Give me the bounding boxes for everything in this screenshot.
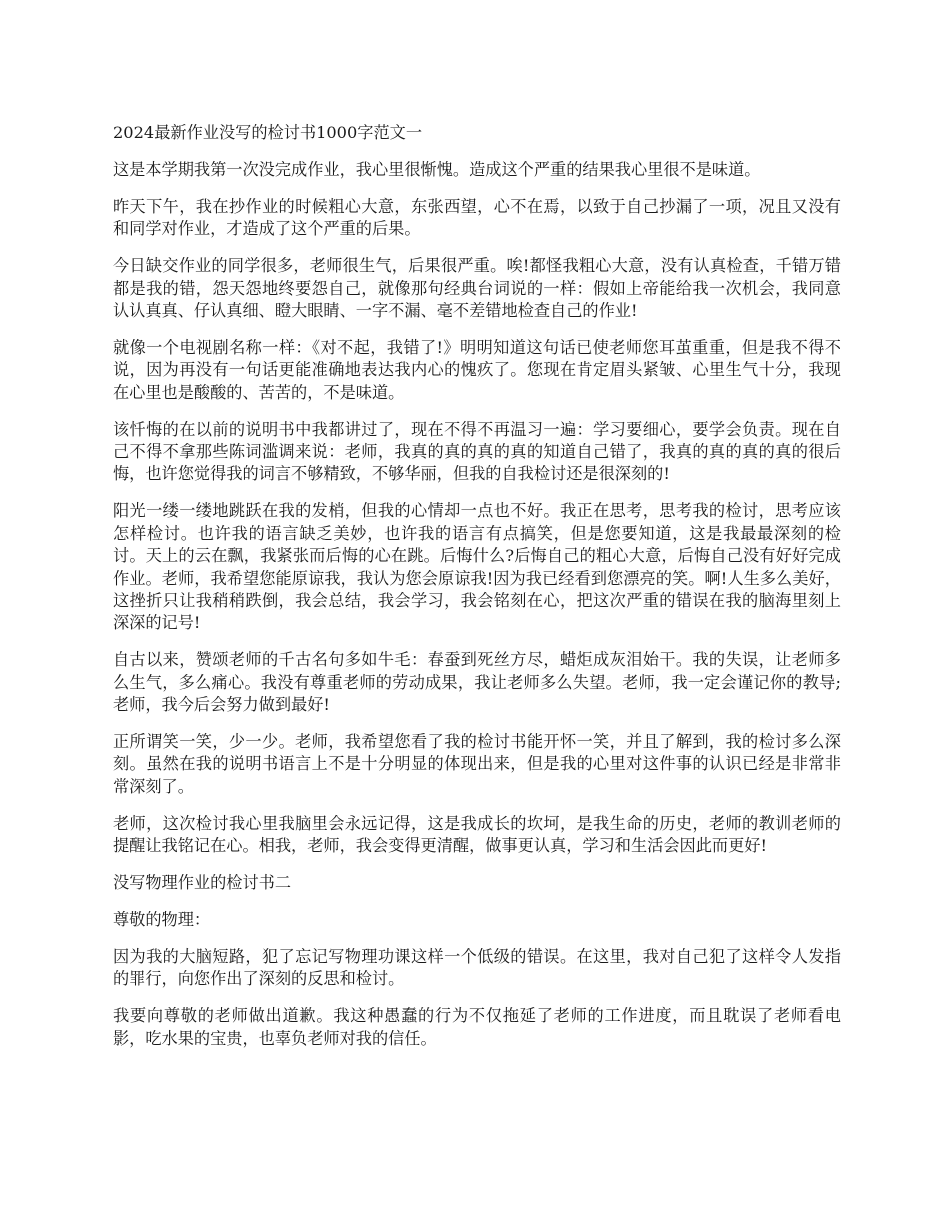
document-body: [113, 122, 841, 1064]
paragraph: 这是本学期我第一次没完成作业，我心里很惭愧。造成这个严重的结果我心里很不是味道。: [113, 159, 761, 179]
salutation: 尊敬的物理：: [113, 909, 211, 929]
paragraph: 自古以来，赞颂老师的千古名句多如牛毛：春蚕到死丝方尽，蜡炬成灰泪始干。我的失误，让老师多么生气，多么痛心。我没有尊重老师的劳动成果，我让老师多么失望。老师，我一定会谨记你的教导;老师，我今后会努力做到最好!: [113, 650, 841, 715]
document-title: 2024最新作业没写的检讨书1000字范文一: [113, 123, 423, 142]
section-heading: 没写物理作业的检讨书二: [113, 872, 292, 892]
paragraph: 因为我的大脑短路，犯了忘记写物理功课这样一个低级的错误。在这里，我对自己犯了这样令人发指的罪行，向您作出了深刻的反思和检讨。: [113, 946, 841, 989]
paragraph: 正所谓笑一笑，少一少。老师，我希望您看了我的检讨书能开怀一笑，并且了解到，我的检讨多么深刻。虽然在我的说明书语言上不是十分明显的体现出来，但是我的心里对这件事的认识已经是非常非常深刻了。: [113, 731, 841, 796]
paragraph: 老师，这次检讨我心里我脑里会永远记得，这是我成长的坎坷，是我生命的历史，老师的教训老师的提醒让我铭记在心。相我，老师，我会变得更清醒，做事更认真，学习和生活会因此而更好!: [113, 813, 841, 856]
paragraph: 阳光一缕一缕地跳跃在我的发梢，但我的心情却一点也不好。我正在思考，思考我的检讨，思考应该怎样检讨。也许我的语言缺乏美妙，也许我的语言有点搞笑，但是您要知道，这是我最最深刻的检讨。天上的云在飘，我紧张而后悔的心在跳。后悔什么?后悔自己的粗心大意，后悔自己没有好好完成作业。老师，我希望您能原谅我，我认为您会原谅我!因为我已经看到您漂亮的笑。啊!人生多么美好，这挫折只让我稍稍跌倒，我会总结，我会学习，我会铭刻在心，把这次严重的错误在我的脑海里刻上深深的记号!: [113, 501, 841, 633]
paragraph: 今日缺交作业的同学很多，老师很生气，后果很严重。唉!都怪我粗心大意，没有认真检查，千错万错都是我的错，怨天怨地终要怨自己，就像那句经典台词说的一样：假如上帝能给我一次机会，我同意认认真真、仔认真细、瞪大眼睛、一字不漏、毫不差错地检查自己的作业!: [113, 256, 841, 320]
paragraph: 昨天下午，我在抄作业的时候粗心大意，东张西望，心不在焉，以致于自己抄漏了一项，况且又没有和同学对作业，才造成了这个严重的后果。: [113, 196, 841, 239]
paragraph: 我要向尊敬的老师做出道歉。我这种愚蠢的行为不仅拖延了老师的工作进度，而且耽误了老师看电影，吃水果的宝贵，也辜负老师对我的信任。: [113, 1006, 841, 1048]
paragraph: 该忏悔的在以前的说明书中我都讲过了，现在不得不再温习一遍：学习要细心，要学会负责。现在自己不得不拿那些陈词滥调来说：老师，我真的真的真的真的知道自己错了，我真的真的真的真的很后悔，也许您觉得我的词言不够精致，不够华丽，但我的自我检讨还是很深刻的!: [113, 419, 841, 484]
paragraph: 就像一个电视剧名称一样：《对不起，我错了!》明明知道这句话已使老师您耳茧重重，但是我不得不说，因为再没有一句话更能准确地表达我内心的愧疚了。您现在肯定眉头紧皱、心里生气十分，我现在心里也是酸酸的、苦苦的，不是味道。: [113, 337, 841, 402]
